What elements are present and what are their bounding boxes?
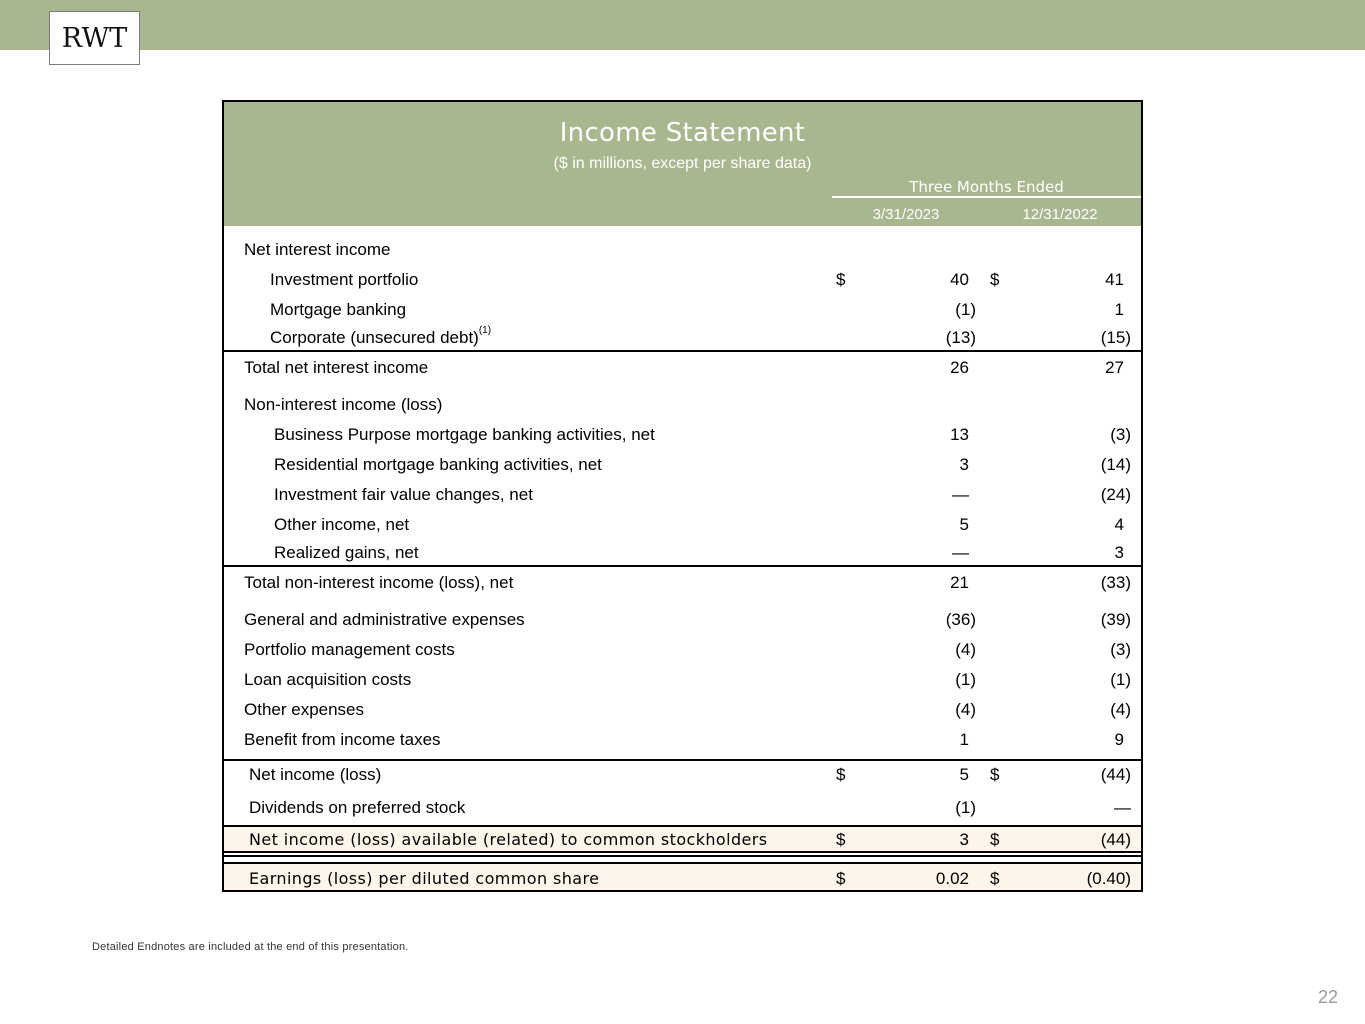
currency-symbol: $ <box>836 765 846 784</box>
value-q1-2023: — <box>952 485 969 504</box>
row-label: Net interest income <box>244 240 391 259</box>
table-row-total <box>224 569 1141 597</box>
table-row <box>224 266 1141 294</box>
row-label: Investment portfolio <box>270 270 419 289</box>
row-label: Investment fair value changes, net <box>274 485 533 504</box>
double-rule-top <box>224 851 1141 853</box>
endnotes-footnote: Detailed Endnotes are included at the end of this presentation. <box>92 941 409 953</box>
row-label: Net income (loss) available (related) to common stockholders <box>249 830 768 849</box>
table-row <box>224 451 1141 479</box>
row-label: Business Purpose mortgage banking activities, net <box>274 425 655 444</box>
currency-symbol: $ <box>990 869 1000 888</box>
value-q4-2022: 41 <box>1105 270 1124 289</box>
page-number: 22 <box>1318 987 1339 1007</box>
currency-symbol: $ <box>990 270 1000 289</box>
row-label: Earnings (loss) per diluted common share <box>249 869 600 888</box>
value-q1-2023: (4) <box>955 700 976 719</box>
value-q1-2023: 5 <box>959 515 969 534</box>
currency-symbol: $ <box>836 830 846 849</box>
value-q4-2022: (44) <box>1100 765 1131 784</box>
currency-symbol: $ <box>836 869 846 888</box>
row-label: Residential mortgage banking activities, net <box>274 455 602 474</box>
value-q4-2022: 27 <box>1105 358 1124 377</box>
table-row <box>224 481 1141 509</box>
currency-symbol: $ <box>836 270 846 289</box>
value-q1-2023: 21 <box>950 573 969 592</box>
value-q1-2023: (1) <box>955 798 976 817</box>
table-row <box>224 296 1141 324</box>
row-label: Total non-interest income (loss), net <box>244 573 514 592</box>
row-label: Dividends on preferred stock <box>249 798 466 817</box>
period-label: Three Months Ended <box>909 178 1064 196</box>
income-statement-table <box>222 100 1143 892</box>
row-label: Benefit from income taxes <box>244 730 441 749</box>
value-q1-2023: 40 <box>950 270 969 289</box>
column-header-q1-2023: 3/31/2023 <box>872 206 940 223</box>
value-q4-2022: (33) <box>1100 573 1131 592</box>
value-q1-2023: 26 <box>950 358 969 377</box>
table-row-eps <box>224 864 1141 890</box>
value-q4-2022: (24) <box>1100 485 1131 504</box>
table-row <box>224 636 1141 664</box>
period-underline <box>832 196 1141 198</box>
row-label: Other expenses <box>244 700 365 719</box>
table-row <box>224 666 1141 694</box>
double-rule-bottom <box>224 855 1141 857</box>
subtotal-rule <box>224 565 1141 567</box>
value-q1-2023: 5 <box>959 765 969 784</box>
value-q1-2023: (4) <box>955 640 976 659</box>
currency-symbol: $ <box>990 765 1000 784</box>
value-q1-2023: 13 <box>950 425 969 444</box>
row-label: Mortgage banking <box>270 300 407 319</box>
value-q4-2022: (0.40) <box>1086 869 1131 888</box>
table-row-net-income-common <box>224 827 1141 851</box>
row-label <box>270 324 491 352</box>
row-label: Loan acquisition costs <box>244 670 412 689</box>
statement-subtitle: ($ in millions, except per share data) <box>553 155 812 172</box>
value-q1-2023: 3 <box>959 455 969 474</box>
table-row <box>224 324 1141 352</box>
value-q1-2023: (13) <box>945 328 976 347</box>
table-row <box>224 391 1141 419</box>
table-row-total <box>224 354 1141 382</box>
table-header <box>224 102 1141 226</box>
row-label: Non-interest income (loss) <box>244 395 443 414</box>
value-q1-2023: (1) <box>955 300 976 319</box>
value-q4-2022: 9 <box>1114 730 1124 749</box>
value-q1-2023: 3 <box>959 830 969 849</box>
table-row <box>224 421 1141 449</box>
row-label: Portfolio management costs <box>244 640 455 659</box>
table-row <box>224 511 1141 539</box>
value-q1-2023: (36) <box>945 610 976 629</box>
value-q1-2023: — <box>952 543 969 562</box>
value-q4-2022: 4 <box>1114 515 1124 534</box>
value-q4-2022: (3) <box>1110 640 1131 659</box>
table-row <box>224 606 1141 634</box>
footnote-marker: (1) <box>478 325 492 336</box>
table-row <box>224 539 1141 567</box>
value-q4-2022: (1) <box>1110 670 1131 689</box>
table-row <box>224 794 1141 822</box>
top-banner <box>0 0 1365 50</box>
table-row-net-income <box>224 761 1141 789</box>
table-row <box>224 696 1141 724</box>
value-q4-2022: (44) <box>1100 830 1131 849</box>
value-q4-2022: — <box>1114 798 1131 817</box>
row-label-text: Corporate (unsecured debt) <box>270 328 479 347</box>
currency-symbol: $ <box>990 830 1000 849</box>
row-label: Other income, net <box>274 515 410 534</box>
value-q4-2022: (14) <box>1100 455 1131 474</box>
value-q1-2023: 1 <box>959 730 969 749</box>
subtotal-rule <box>224 350 1141 352</box>
statement-title: Income Statement <box>559 118 806 148</box>
value-q1-2023: (1) <box>955 670 976 689</box>
value-q4-2022: 1 <box>1114 300 1124 319</box>
company-logo: RWT <box>49 11 140 65</box>
row-label: General and administrative expenses <box>244 610 525 629</box>
table-row <box>224 726 1141 754</box>
value-q4-2022: (39) <box>1100 610 1131 629</box>
value-q4-2022: (4) <box>1110 700 1131 719</box>
value-q4-2022: (15) <box>1100 328 1131 347</box>
value-q4-2022: (3) <box>1110 425 1131 444</box>
value-q1-2023: 0.02 <box>935 869 969 888</box>
value-q4-2022: 3 <box>1114 543 1124 562</box>
row-label: Total net interest income <box>244 358 429 377</box>
table-row <box>224 236 1141 264</box>
row-label: Realized gains, net <box>274 543 419 562</box>
column-header-q4-2022: 12/31/2022 <box>1022 206 1098 223</box>
row-label: Net income (loss) <box>249 765 382 784</box>
